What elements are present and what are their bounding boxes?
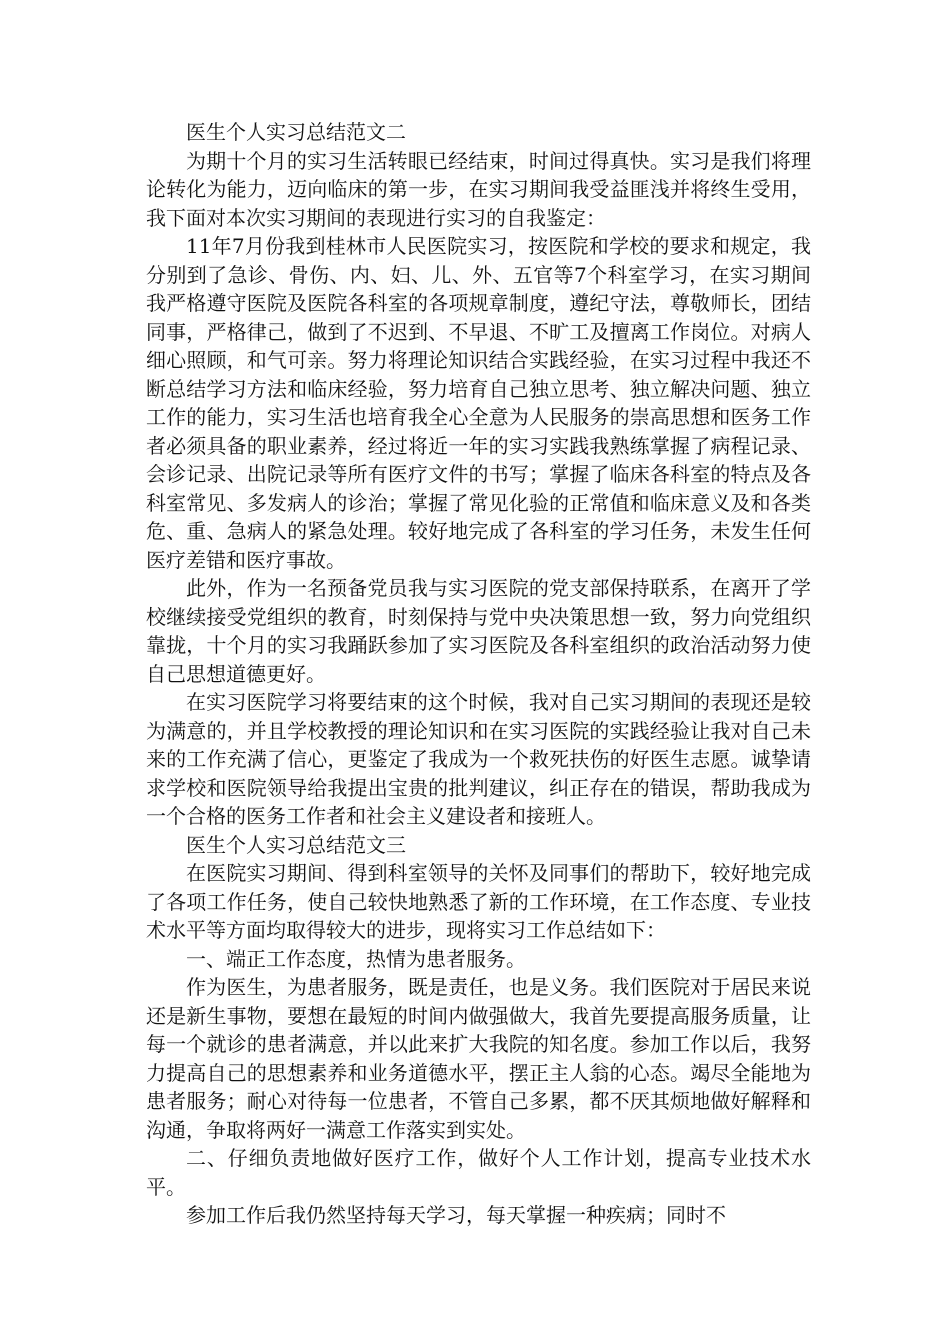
paragraph: 在实习医院学习将要结束的这个时候，我对自己实习期间的表现还是较为满意的，并且学校教授的理论知识和在实习医院的实践经验让我对自己未来的工作充满了信心，更鉴定了我成为一个救死扶伤的好医生志愿。诚挚请求学校和医院领导给我提出宝贵的批判建议，纠正存在的错误，帮助我成为一个合格的医务工作者和社会主义建设者和接班人。: [146, 690, 811, 828]
paragraph: 参加工作后我仍然坚持每天学习，每天掌握一种疾病；同时不: [186, 1203, 726, 1227]
paragraph: 11年7月份我到桂林市人民医院实习，按医院和学校的要求和规定，我分别到了急诊、骨伤、内、妇、儿、外、五官等7个科室学习，在实习期间我严格遵守医院及医院各科室的各项规章制度，遵纪守法，尊敬师长，团结同事，严格律己，做到了不迟到、不早退、不旷工及擅离工作岗位。对病人细心照顾，和气可亲。努力将理论知识结合实践经验，在实习过程中我还不断总结学习方法和临床经验，努力培育自己独立思考、独立解决问题、独立工作的能力，实习生活也培育我全心全意为人民服务的崇高思想和医务工作者必须具备的职业素养，经过将近一年的实习实践我熟练掌握了病程记录、会诊记录、出院记录等所有医疗文件的书写；掌握了临床各科室的特点及各科室常见、多发病人的诊治；掌握了常见化验的正常值和临床意义及和各类危、重、急病人的紧急处理。较好地完成了各科室的学习任务，未发生任何医疗差错和医疗事故。: [146, 234, 811, 572]
document-body: [146, 118, 811, 1230]
paragraph: 二、仔细负责地做好医疗工作，做好个人工作计划，提高专业技术水平。: [146, 1146, 811, 1199]
paragraph: 此外，作为一名预备党员我与实习医院的党支部保持联系，在离开了学校继续接受党组织的教育，时刻保持与党中央决策思想一致，努力向党组织靠拢，十个月的实习我踊跃参加了实习医院及各科室组织的政治活动努力使自己思想道德更好。: [146, 576, 811, 686]
paragraph: 一、端正工作态度，热情为患者服务。: [186, 946, 526, 971]
section-heading: 医生个人实习总结范文三: [186, 832, 406, 857]
paragraph: 为期十个月的实习生活转眼已经结束，时间过得真快。实习是我们将理论转化为能力，迈向临床的第一步，在实习期间我受益匪浅并将终生受用，我下面对本次实习期间的表现进行实习的自我鉴定：: [146, 148, 811, 230]
paragraph: 作为医生，为患者服务，既是责任，也是义务。我们医院对于居民来说还是新生事物，要想在最短的时间内做强做大，我首先要提高服务质量，让每一个就诊的患者满意，并以此来扩大我院的知名度。参加工作以后，我努力提高自己的思想素养和业务道德水平，摆正主人翁的心态。竭尽全能地为患者服务；耐心对待每一位患者，不管自己多累，都不厌其烦地做好解释和沟通，争取将两好一满意工作落实到实处。: [146, 975, 811, 1142]
section-heading: 医生个人实习总结范文二: [186, 120, 406, 144]
paragraph: 在医院实习期间、得到科室领导的关怀及同事们的帮助下，较好地完成了各项工作任务，使自己较快地熟悉了新的工作环境，在工作态度、专业技术水平等方面均取得较大的进步，现将实习工作总结如下：: [146, 861, 811, 942]
